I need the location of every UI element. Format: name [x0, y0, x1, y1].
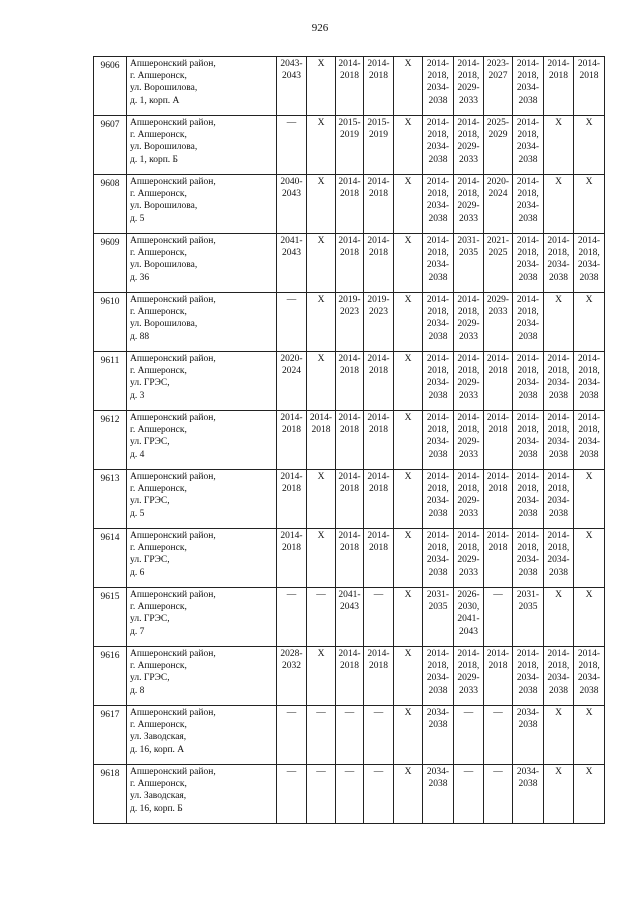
period-cell: 2025- 2029	[484, 116, 513, 175]
table-row	[94, 647, 605, 706]
period-cell: X	[307, 175, 336, 234]
period-cell: 2034- 2038	[513, 706, 544, 765]
period-cell: 2014- 2018, 2034- 2038	[544, 234, 574, 293]
address-cell: Апшеронский район, г. Апшеронск, ул. ГРЭС, д. 8	[127, 647, 277, 706]
period-cell: X	[544, 588, 574, 647]
period-cell: —	[336, 765, 364, 824]
period-cell: 2014- 2018, 2034- 2038	[544, 470, 574, 529]
period-cell: —	[364, 765, 394, 824]
table-row	[94, 116, 605, 175]
period-cell: 2020- 2024	[277, 352, 307, 411]
period-cell: 2014- 2018, 2034- 2038	[423, 647, 454, 706]
period-cell: 2014- 2018, 2034- 2038	[423, 175, 454, 234]
period-cell: X	[394, 765, 423, 824]
period-cell: X	[394, 588, 423, 647]
period-cell: X	[574, 588, 605, 647]
period-cell: X	[574, 765, 605, 824]
period-cell: 2014- 2018, 2034- 2038	[513, 647, 544, 706]
period-cell: —	[484, 588, 513, 647]
period-cell: —	[277, 293, 307, 352]
period-cell: 2031- 2035	[454, 234, 484, 293]
period-cell: —	[484, 706, 513, 765]
period-cell: 2014- 2018, 2034- 2038	[423, 411, 454, 470]
row-number: 9606	[94, 57, 127, 116]
period-cell: X	[394, 175, 423, 234]
address-cell: Апшеронский район, г. Апшеронск, ул. Ворошилова, д. 1, корп. Б	[127, 116, 277, 175]
period-cell: 2014- 2018	[364, 234, 394, 293]
period-cell: X	[544, 175, 574, 234]
period-cell: 2014- 2018, 2034- 2038	[574, 234, 605, 293]
period-cell: 2015- 2019	[336, 116, 364, 175]
period-cell: X	[574, 116, 605, 175]
period-cell: X	[307, 57, 336, 116]
period-cell: 2014- 2018, 2029- 2033	[454, 529, 484, 588]
address-cell: Апшеронский район, г. Апшеронск, ул. ГРЭС, д. 3	[127, 352, 277, 411]
period-cell: X	[394, 411, 423, 470]
period-cell: 2014- 2018, 2034- 2038	[513, 470, 544, 529]
period-cell: 2014- 2018	[336, 352, 364, 411]
period-cell: X	[544, 765, 574, 824]
period-cell: 2014- 2018, 2034- 2038	[513, 352, 544, 411]
table-row	[94, 293, 605, 352]
period-cell: 2034- 2038	[423, 765, 454, 824]
table-row	[94, 411, 605, 470]
period-cell: —	[277, 588, 307, 647]
period-cell: —	[454, 765, 484, 824]
period-cell: 2014- 2018, 2029- 2033	[454, 57, 484, 116]
period-cell: 2014- 2018, 2034- 2038	[513, 57, 544, 116]
period-cell: —	[364, 706, 394, 765]
period-cell: —	[307, 588, 336, 647]
period-cell: 2014- 2018, 2034- 2038	[423, 234, 454, 293]
address-cell: Апшеронский район, г. Апшеронск, ул. ГРЭС, д. 5	[127, 470, 277, 529]
period-cell: 2014- 2018	[364, 529, 394, 588]
period-cell: —	[307, 765, 336, 824]
period-cell: 2014- 2018	[277, 470, 307, 529]
period-cell: 2031- 2035	[423, 588, 454, 647]
period-cell: 2014- 2018, 2034- 2038	[513, 234, 544, 293]
period-cell: X	[544, 293, 574, 352]
address-cell: Апшеронский район, г. Апшеронск, ул. Заводская, д. 16, корп. А	[127, 706, 277, 765]
period-cell: 2014- 2018	[364, 411, 394, 470]
period-cell: 2014- 2018, 2029- 2033	[454, 647, 484, 706]
period-cell: 2014- 2018	[484, 470, 513, 529]
period-cell: 2014- 2018	[484, 647, 513, 706]
period-cell: X	[307, 647, 336, 706]
period-cell: X	[574, 175, 605, 234]
period-cell: X	[574, 529, 605, 588]
period-cell: 2014- 2018, 2034- 2038	[544, 411, 574, 470]
period-cell: 2014- 2018, 2029- 2033	[454, 293, 484, 352]
period-cell: 2014- 2018	[364, 470, 394, 529]
period-cell: 2014- 2018	[336, 57, 364, 116]
period-cell: 2019- 2023	[336, 293, 364, 352]
address-cell: Апшеронский район, г. Апшеронск, ул. Ворошилова, д. 1, корп. А	[127, 57, 277, 116]
housing-repair-table	[93, 56, 605, 824]
period-cell: 2014- 2018	[364, 57, 394, 116]
period-cell: X	[394, 470, 423, 529]
period-cell: —	[277, 706, 307, 765]
period-cell: 2014- 2018, 2034- 2038	[544, 529, 574, 588]
period-cell: 2014- 2018	[336, 647, 364, 706]
period-cell: 2014- 2018, 2034- 2038	[513, 293, 544, 352]
period-cell: X	[394, 352, 423, 411]
period-cell: 2043- 2043	[277, 57, 307, 116]
table-row	[94, 470, 605, 529]
row-number: 9616	[94, 647, 127, 706]
row-number: 9615	[94, 588, 127, 647]
period-cell: 2014- 2018, 2029- 2033	[454, 116, 484, 175]
table-row	[94, 352, 605, 411]
period-cell: 2041- 2043	[336, 588, 364, 647]
row-number: 9607	[94, 116, 127, 175]
period-cell: 2014- 2018, 2034- 2038	[574, 411, 605, 470]
address-cell: Апшеронский район, г. Апшеронск, ул. Ворошилова, д. 88	[127, 293, 277, 352]
period-cell: 2014- 2018	[336, 175, 364, 234]
period-cell: 2014- 2018, 2034- 2038	[423, 57, 454, 116]
period-cell: 2014- 2018	[364, 352, 394, 411]
period-cell: —	[454, 706, 484, 765]
period-cell: 2020- 2024	[484, 175, 513, 234]
period-cell: 2026- 2030, 2041- 2043	[454, 588, 484, 647]
period-cell: X	[394, 293, 423, 352]
period-cell: 2014- 2018, 2034- 2038	[513, 411, 544, 470]
period-cell: 2014- 2018	[277, 529, 307, 588]
period-cell: X	[307, 234, 336, 293]
period-cell: —	[484, 765, 513, 824]
period-cell: 2014- 2018, 2034- 2038	[544, 647, 574, 706]
period-cell: X	[307, 470, 336, 529]
period-cell: 2014- 2018, 2029- 2033	[454, 411, 484, 470]
period-cell: 2029- 2033	[484, 293, 513, 352]
period-cell: —	[336, 706, 364, 765]
table-row	[94, 57, 605, 116]
period-cell: X	[574, 293, 605, 352]
period-cell: 2031- 2035	[513, 588, 544, 647]
address-cell: Апшеронский район, г. Апшеронск, ул. ГРЭС, д. 6	[127, 529, 277, 588]
row-number: 9610	[94, 293, 127, 352]
period-cell: X	[394, 57, 423, 116]
period-cell: 2014- 2018, 2034- 2038	[513, 175, 544, 234]
period-cell: 2014- 2018	[544, 57, 574, 116]
period-cell: —	[277, 765, 307, 824]
period-cell: 2014- 2018	[336, 470, 364, 529]
period-cell: 2028- 2032	[277, 647, 307, 706]
table-row	[94, 588, 605, 647]
period-cell: 2014- 2018, 2029- 2033	[454, 352, 484, 411]
period-cell: 2014- 2018, 2034- 2038	[513, 529, 544, 588]
row-number: 9613	[94, 470, 127, 529]
period-cell: 2014- 2018	[364, 175, 394, 234]
period-cell: X	[307, 352, 336, 411]
period-cell: X	[394, 234, 423, 293]
address-cell: Апшеронский район, г. Апшеронск, ул. ГРЭС, д. 4	[127, 411, 277, 470]
period-cell: 2014- 2018, 2034- 2038	[423, 293, 454, 352]
period-cell: 2014- 2018	[336, 411, 364, 470]
row-number: 9614	[94, 529, 127, 588]
period-cell: 2014- 2018	[574, 57, 605, 116]
period-cell: 2019- 2023	[364, 293, 394, 352]
period-cell: X	[574, 470, 605, 529]
period-cell: 2014- 2018, 2034- 2038	[423, 352, 454, 411]
table-row	[94, 706, 605, 765]
period-cell: X	[394, 116, 423, 175]
row-number: 9618	[94, 765, 127, 824]
row-number: 9609	[94, 234, 127, 293]
period-cell: 2014- 2018, 2029- 2033	[454, 175, 484, 234]
period-cell: 2014- 2018	[336, 529, 364, 588]
period-cell: 2034- 2038	[513, 765, 544, 824]
period-cell: X	[544, 706, 574, 765]
period-cell: 2041- 2043	[277, 234, 307, 293]
period-cell: 2014- 2018	[336, 234, 364, 293]
period-cell: X	[307, 529, 336, 588]
row-number: 9617	[94, 706, 127, 765]
period-cell: 2014- 2018	[484, 411, 513, 470]
table-row	[94, 175, 605, 234]
period-cell: 2014- 2018, 2029- 2033	[454, 470, 484, 529]
table-row	[94, 765, 605, 824]
period-cell: X	[574, 706, 605, 765]
period-cell: 2014- 2018, 2034- 2038	[423, 529, 454, 588]
period-cell: X	[394, 706, 423, 765]
period-cell: 2014- 2018	[277, 411, 307, 470]
period-cell: 2014- 2018, 2034- 2038	[513, 116, 544, 175]
period-cell: —	[307, 706, 336, 765]
period-cell: 2015- 2019	[364, 116, 394, 175]
row-number: 9608	[94, 175, 127, 234]
period-cell: 2034- 2038	[423, 706, 454, 765]
table-row	[94, 234, 605, 293]
page-number: 926	[311, 22, 329, 34]
address-cell: Апшеронский район, г. Апшеронск, ул. Ворошилова, д. 5	[127, 175, 277, 234]
period-cell: 2014- 2018, 2034- 2038	[423, 116, 454, 175]
period-cell: 2014- 2018, 2034- 2038	[544, 352, 574, 411]
period-cell: X	[394, 529, 423, 588]
period-cell: X	[544, 116, 574, 175]
period-cell: 2040- 2043	[277, 175, 307, 234]
period-cell: 2014- 2018, 2034- 2038	[574, 352, 605, 411]
period-cell: 2014- 2018	[484, 529, 513, 588]
period-cell: —	[364, 588, 394, 647]
period-cell: —	[277, 116, 307, 175]
period-cell: X	[307, 116, 336, 175]
period-cell: 2014- 2018, 2034- 2038	[574, 647, 605, 706]
address-cell: Апшеронский район, г. Апшеронск, ул. Заводская, д. 16, корп. Б	[127, 765, 277, 824]
row-number: 9612	[94, 411, 127, 470]
period-cell: X	[307, 293, 336, 352]
row-number: 9611	[94, 352, 127, 411]
period-cell: 2014- 2018	[364, 647, 394, 706]
address-cell: Апшеронский район, г. Апшеронск, ул. ГРЭС, д. 7	[127, 588, 277, 647]
period-cell: 2021- 2025	[484, 234, 513, 293]
period-cell: 2014- 2018, 2034- 2038	[423, 470, 454, 529]
address-cell: Апшеронский район, г. Апшеронск, ул. Ворошилова, д. 36	[127, 234, 277, 293]
period-cell: 2014- 2018	[307, 411, 336, 470]
table-row	[94, 529, 605, 588]
period-cell: 2014- 2018	[484, 352, 513, 411]
period-cell: X	[394, 647, 423, 706]
period-cell: 2023- 2027	[484, 57, 513, 116]
